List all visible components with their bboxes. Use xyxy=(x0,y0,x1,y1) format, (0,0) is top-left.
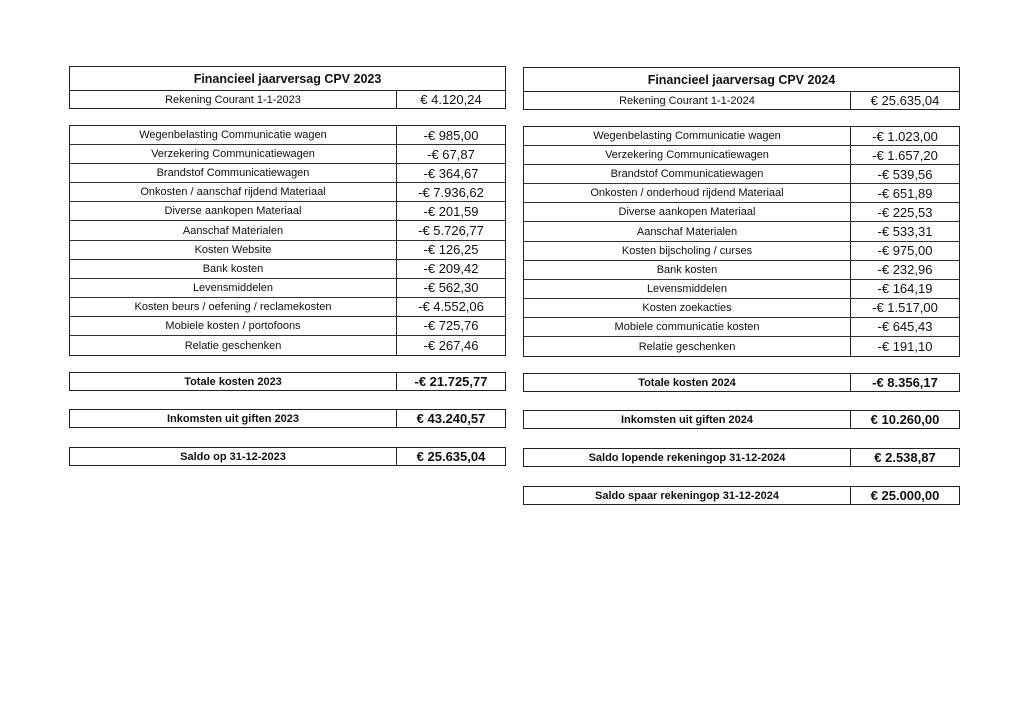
table-row xyxy=(70,126,505,145)
table-row xyxy=(70,317,505,336)
courant-value-2024: € 25.635,04 xyxy=(870,93,940,108)
expense-label: Verzekering Communicatiewagen xyxy=(524,146,851,164)
table-row xyxy=(70,279,505,298)
total-costs-2024 xyxy=(523,373,960,392)
saldo-row-2023 xyxy=(70,448,505,465)
expense-label: Brandstof Communicatiewagen xyxy=(70,164,397,182)
expense-value: -€ 539,56 xyxy=(877,166,933,182)
expense-table-2024 xyxy=(523,126,960,357)
saldo-current-2024 xyxy=(523,448,960,467)
expense-value: -€ 364,67 xyxy=(423,165,479,181)
courant-label-2023: Rekening Courant 1-1-2023 xyxy=(70,91,397,108)
table-row xyxy=(524,146,959,165)
saving-row-2024 xyxy=(524,487,959,504)
table-row xyxy=(524,318,959,337)
saldo-label-2024: Saldo lopende rekeningop 31-12-2024 xyxy=(524,449,851,466)
expense-table-2023 xyxy=(69,125,506,356)
courant-value-2023: € 4.120,24 xyxy=(420,92,482,107)
income-value-2023: € 43.240,57 xyxy=(416,411,486,426)
expense-label: Mobiele kosten / portofoons xyxy=(70,317,397,335)
income-label-2024: Inkomsten uit giften 2024 xyxy=(524,411,851,428)
table-row xyxy=(70,221,505,240)
expense-label: Onkosten / onderhoud rijdend Materiaal xyxy=(524,184,851,202)
total-label-2024: Totale kosten 2024 xyxy=(524,374,851,391)
table-row xyxy=(524,203,959,222)
table-row xyxy=(524,222,959,241)
expense-value: -€ 232,96 xyxy=(877,262,933,278)
table-row xyxy=(524,261,959,280)
header-table-2024 xyxy=(523,67,960,110)
expense-value: -€ 164,19 xyxy=(877,281,933,297)
expense-label: Kosten zoekacties xyxy=(524,299,851,317)
expense-label: Onkosten / aanschaf rijdend Materiaal xyxy=(70,183,397,201)
table-row xyxy=(70,164,505,183)
income-2023 xyxy=(69,409,506,428)
expense-label: Levensmiddelen xyxy=(70,279,397,297)
income-2024 xyxy=(523,410,960,429)
saldo-2023 xyxy=(69,447,506,466)
expense-value: -€ 201,59 xyxy=(423,203,479,219)
expense-value: -€ 225,53 xyxy=(877,204,933,220)
expense-value: -€ 975,00 xyxy=(877,243,933,259)
total-row-2024 xyxy=(524,374,959,391)
expense-label: Relatie geschenken xyxy=(70,336,397,355)
total-label-2023: Totale kosten 2023 xyxy=(70,373,397,390)
expense-value: -€ 267,46 xyxy=(423,338,479,354)
table-row xyxy=(524,127,959,146)
saldo-savings-2024 xyxy=(523,486,960,505)
expense-label: Wegenbelasting Communicatie wagen xyxy=(70,126,397,144)
total-value-2023: -€ 21.725,77 xyxy=(414,374,488,389)
courant-row-2024 xyxy=(524,92,959,109)
total-row-2023 xyxy=(70,373,505,390)
table-row xyxy=(70,183,505,202)
expense-label: Aanschaf Materialen xyxy=(70,221,397,239)
expense-label: Diverse aankopen Materiaal xyxy=(70,202,397,220)
header-table-2023 xyxy=(69,66,506,109)
expense-value: -€ 985,00 xyxy=(423,127,479,143)
table-row xyxy=(70,202,505,221)
saldo-value-2024: € 2.538,87 xyxy=(874,450,936,465)
table-row xyxy=(70,145,505,164)
expense-value: -€ 126,25 xyxy=(423,242,479,258)
courant-row-2023 xyxy=(70,91,505,108)
expense-value: -€ 645,43 xyxy=(877,319,933,335)
saldo-label-2023: Saldo op 31-12-2023 xyxy=(70,448,397,465)
expense-label: Bank kosten xyxy=(70,260,397,278)
expense-label: Brandstof Communicatiewagen xyxy=(524,165,851,183)
expense-value: -€ 533,31 xyxy=(877,224,933,240)
expense-value: -€ 1.517,00 xyxy=(872,300,938,316)
courant-label-2024: Rekening Courant 1-1-2024 xyxy=(524,92,851,109)
table-row xyxy=(524,280,959,299)
expense-label: Kosten Website xyxy=(70,241,397,259)
saving-label-2024: Saldo spaar rekeningop 31-12-2024 xyxy=(524,487,851,504)
total-costs-2023 xyxy=(69,372,506,391)
expense-label: Verzekering Communicatiewagen xyxy=(70,145,397,163)
table-row xyxy=(70,298,505,317)
saldo-value-2023: € 25.635,04 xyxy=(416,449,486,464)
expense-label: Relatie geschenken xyxy=(524,337,851,356)
expense-label: Levensmiddelen xyxy=(524,280,851,298)
expense-value: -€ 1.023,00 xyxy=(872,128,938,144)
table-row xyxy=(524,165,959,184)
table-row xyxy=(524,184,959,203)
expense-label: Bank kosten xyxy=(524,261,851,279)
table-row xyxy=(70,336,505,355)
expense-label: Wegenbelasting Communicatie wagen xyxy=(524,127,851,145)
table-row xyxy=(524,299,959,318)
income-row-2024 xyxy=(524,411,959,428)
expense-value: -€ 209,42 xyxy=(423,261,479,277)
expense-value: -€ 562,30 xyxy=(423,280,479,296)
expense-value: -€ 651,89 xyxy=(877,185,933,201)
table-row xyxy=(70,260,505,279)
expense-label: Kosten bijscholing / curses xyxy=(524,242,851,260)
expense-value: -€ 725,76 xyxy=(423,318,479,334)
expense-value: -€ 7.936,62 xyxy=(418,184,484,200)
income-value-2024: € 10.260,00 xyxy=(870,412,940,427)
expense-label: Mobiele communicatie kosten xyxy=(524,318,851,336)
table-row xyxy=(70,241,505,260)
total-value-2024: -€ 8.356,17 xyxy=(872,375,938,390)
report-title-2024: Financieel jaarversag CPV 2024 xyxy=(524,68,959,92)
income-label-2023: Inkomsten uit giften 2023 xyxy=(70,410,397,427)
expense-value: -€ 191,10 xyxy=(877,339,933,355)
expense-label: Diverse aankopen Materiaal xyxy=(524,203,851,221)
table-row xyxy=(524,242,959,261)
table-row xyxy=(524,337,959,356)
expense-label: Aanschaf Materialen xyxy=(524,222,851,240)
expense-value: -€ 1.657,20 xyxy=(872,147,938,163)
expense-label: Kosten beurs / oefening / reclamekosten xyxy=(70,298,397,316)
report-title-2023: Financieel jaarversag CPV 2023 xyxy=(70,67,505,91)
expense-value: -€ 67,87 xyxy=(427,146,475,162)
saving-value-2024: € 25.000,00 xyxy=(870,488,940,503)
expense-value: -€ 5.726,77 xyxy=(418,223,484,239)
expense-value: -€ 4.552,06 xyxy=(418,299,484,315)
income-row-2023 xyxy=(70,410,505,427)
saldo-row-2024 xyxy=(524,449,959,466)
